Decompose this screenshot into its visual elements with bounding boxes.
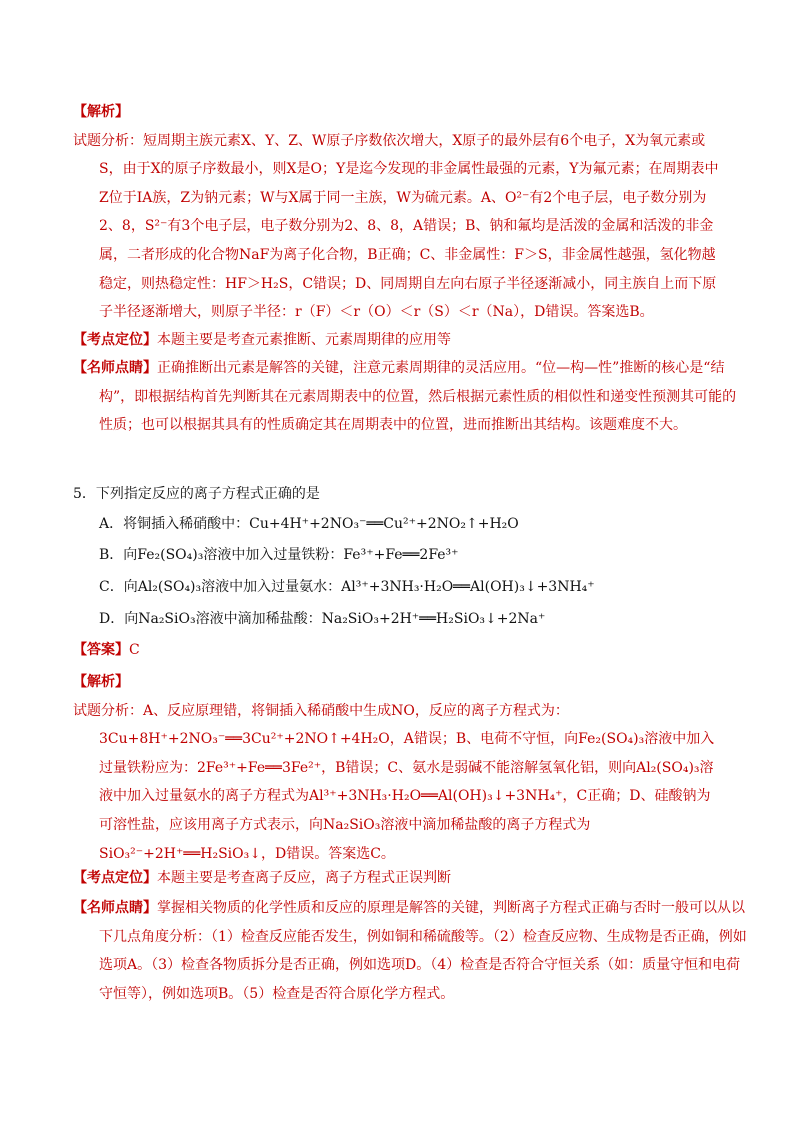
- question-5-stem: 5．下列指定反应的离子方程式正确的是: [73, 486, 320, 502]
- answer-tag: 【答案】: [73, 642, 129, 658]
- question-5-option-b: B．向Fe₂(SO₄)₃溶液中加入过量铁粉：Fe³⁺+Fe══2Fe³⁺: [99, 547, 459, 563]
- teacher-tip-section-1: [73, 354, 749, 440]
- exam-point-tag: 【考点定位】: [73, 870, 157, 886]
- analysis-section-2: [73, 668, 723, 868]
- question-5-option-a: A．将铜插入稀硝酸中：Cu+4H⁺+2NO₃⁻══Cu²⁺+2NO₂↑+H₂O: [99, 516, 519, 532]
- question-5-option-c: C．向Al₂(SO₄)₃溶液中加入过量氨水：Al³⁺+3NH₃·H₂O══Al(OH)₃↓+3NH₄⁺: [99, 579, 595, 595]
- analysis-paragraph: 试题分析：A、反应原理错，将铜插入稀硝酸中生成NO，反应的离子方程式为：3Cu+8H⁺+2NO₃⁻══3Cu²⁺+2NO↑+4H₂O，A错误；B、电荷不守恒，向Fe₂(SO₄)₃溶液中加入过量铁粉应为：2Fe³⁺+Fe══3Fe²⁺，B错误；C、氨水是弱碱不能溶解氢氧化铝，则向Al₂(SO₄)₃溶液中加入过量氨水的离子方程式为Al³⁺+3NH₃·H₂O══Al(OH)₃↓+3NH₄⁺，C正确；D、硅酸钠为可溶性盐，应该用离子方式表示，向Na₂SiO₃溶液中滴加稀盐酸的离子方程式为SiO₃²⁻+2H⁺══H₂SiO₃↓，D错误。答案选C。: [73, 702, 715, 862]
- exam-point-section-1: [73, 326, 723, 355]
- teacher-tip-tag: 【名师点睛】: [73, 360, 157, 376]
- question-5-option-d: D．向Na₂SiO₃溶液中滴加稀盐酸：Na₂SiO₃+2H⁺══H₂SiO₃↓+2Na⁺: [99, 611, 546, 627]
- teacher-tip-section-2: [73, 894, 749, 1008]
- analysis-tag: 【解析】: [73, 674, 129, 690]
- analysis-tag: 【解析】: [73, 104, 129, 120]
- teacher-tip-text: 正确推断出元素是解答的关键，注意元素周期律的灵活应用。“位—构—性”推断的核心是“结构”，即根据结构首先判断其在元素周期表中的位置，然后根据元素性质的相似性和递变性预测其可能的性质；也可以根据其具有的性质确定其在周期表中的位置，进而推断出其结构。该题难度不大。: [99, 360, 737, 434]
- exam-point-text: 本题主要是考查离子反应，离子方程式正误判断: [157, 870, 451, 886]
- answer-section: [73, 636, 723, 665]
- teacher-tip-tag: 【名师点睛】: [73, 900, 157, 916]
- analysis-paragraph: 试题分析：短周期主族元素X、Y、Z、W原子序数依次增大，X原子的最外层有6个电子，X为氧元素或S，由于X的原子序数最小，则X是O；Y是迄今发现的非金属性最强的元素，Y为氟元素；在周期表中Z位于ⅠA族，Z为钠元素；W与X属于同一主族，W为硫元素。A、O²⁻有2个电子层，电子数分别为2、8，S²⁻有3个电子层，电子数分别为2、8、8，A错误；B、钠和氟均是活泼的金属和活泼的非金属，二者形成的化合物NaF为离子化合物，B正确；C、非金属性：F＞S，非金属性越强，氢化物越稳定，则热稳定性：HF＞H₂S，C错误；D、同周期自左向右原子半径逐渐减小，同主族自上而下原子半径逐渐增大，则原子半径：r（F）＜r（O）＜r（S）＜r（Na），D错误。答案选B。: [73, 132, 719, 321]
- teacher-tip-text: 掌握相关物质的化学性质和反应的原理是解答的关键，判断离子方程式正确与否时一般可以从以下几点角度分析：（1）检查反应能否发生，例如铜和稀硫酸等。（2）检查反应物、生成物是否正确，例如选项A。（3）检查各物质拆分是否正确，例如选项D。（4）检查是否符合守恒关系（如：质量守恒和电荷守恒等），例如选项B。（5）检查是否符合原化学方程式。: [99, 900, 747, 1002]
- exam-point-section-2: [73, 864, 723, 893]
- analysis-section-1: [73, 98, 723, 327]
- exam-point-tag: 【考点定位】: [73, 332, 157, 348]
- exam-point-text: 本题主要是考查元素推断、元素周期律的应用等: [157, 332, 451, 348]
- answer-value: C: [129, 642, 140, 658]
